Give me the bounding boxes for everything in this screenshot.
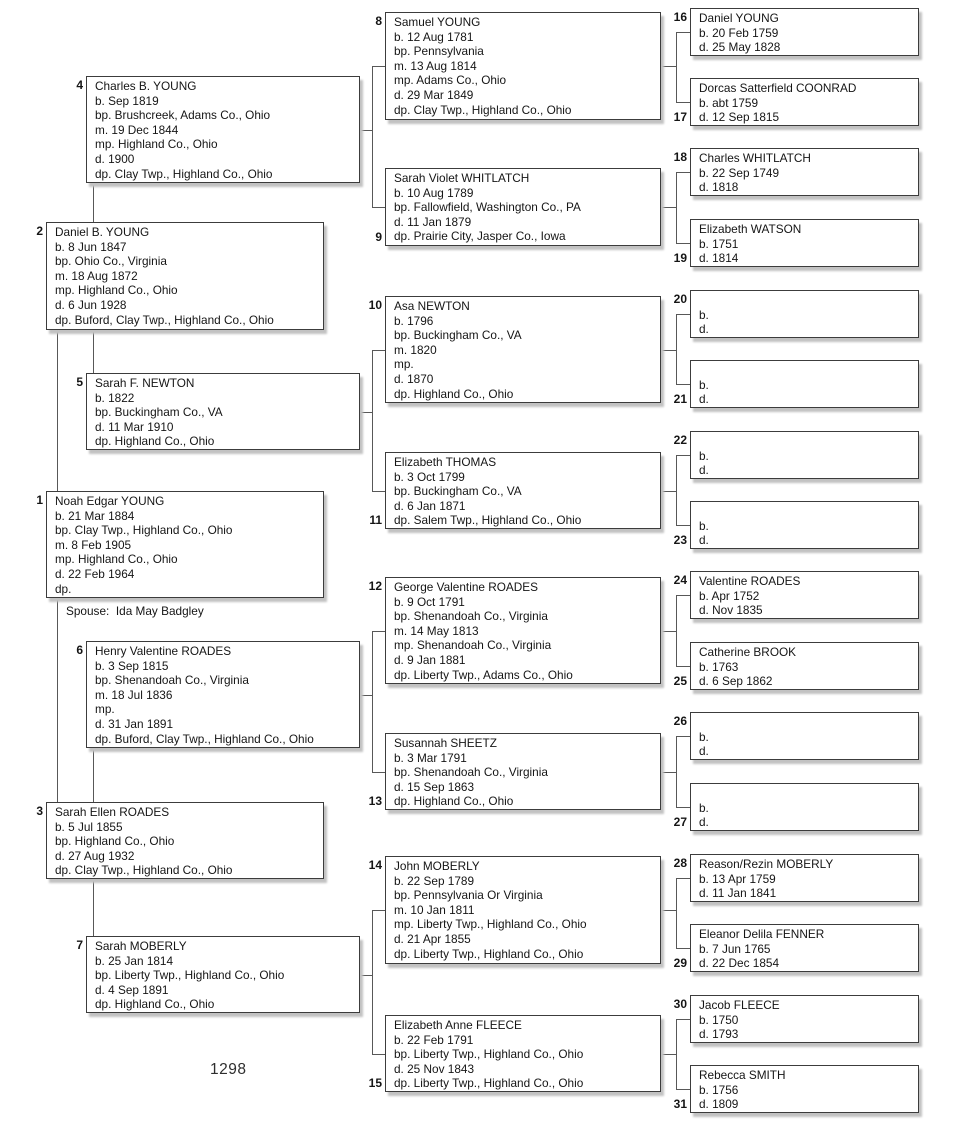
person-name <box>699 715 912 730</box>
bracket-stem <box>661 66 676 67</box>
person-detail-line: dp. Highland Co., Ohio <box>394 386 514 401</box>
person-name <box>699 363 912 378</box>
person-detail-line: b. 21 Mar 1884 <box>55 508 135 523</box>
person-detail-line: b. Sep 1819 <box>95 93 159 108</box>
bracket-vertical <box>676 878 677 948</box>
bracket-stub <box>372 1054 385 1055</box>
bracket-stub <box>676 807 690 808</box>
person-detail-line: d. 4 Sep 1891 <box>95 982 169 997</box>
person-detail-line: b. 5 Jul 1855 <box>55 819 123 834</box>
person-number: 16 <box>673 10 687 24</box>
bracket-stub <box>676 666 690 667</box>
person-name: Sarah F. NEWTON <box>95 376 195 390</box>
person-detail-line: dp. Prairie City, Jasper Co., Iowa <box>394 229 566 244</box>
bracket-stub <box>372 66 385 67</box>
person-detail-line: b. 3 Oct 1799 <box>394 469 465 484</box>
person-detail-line: b. 25 Jan 1814 <box>95 953 174 968</box>
person-number: 11 <box>369 513 382 527</box>
person-name: Sarah Violet WHITLATCH <box>394 171 530 185</box>
person-number: 22 <box>673 433 687 447</box>
person-number: 29 <box>673 956 687 970</box>
person-box-25 <box>690 642 919 690</box>
person-detail-line: m. 18 Jul 1836 <box>95 687 173 702</box>
person-number: 26 <box>673 714 687 728</box>
person-detail-line: d. <box>699 322 709 337</box>
bracket-vertical <box>676 172 677 243</box>
person-detail-line: b. 22 Sep 1789 <box>394 873 475 888</box>
person-detail-line: d. <box>699 815 709 830</box>
person-number: 25 <box>673 674 687 688</box>
parent-child-connector <box>57 330 58 491</box>
person-detail-line: b. <box>699 800 709 815</box>
person-detail-line: d. <box>699 463 709 478</box>
bracket-stub <box>372 207 385 208</box>
person-detail-line: d. 1809 <box>699 1097 739 1112</box>
bracket-stem <box>360 695 372 696</box>
bracket-stub <box>676 525 690 526</box>
person-detail-line: d. 6 Sep 1862 <box>699 674 773 689</box>
person-name: Catherine BROOK <box>699 645 797 659</box>
person-detail-line: bp. Shenandoah Co., Virginia <box>95 673 249 688</box>
person-detail-line: dp. Salem Twp., Highland Co., Ohio <box>394 513 582 528</box>
person-box-24 <box>690 571 919 619</box>
person-detail-line: mp. <box>95 702 115 717</box>
person-detail-line: d. 12 Sep 1815 <box>699 110 780 125</box>
person-number: 3 <box>36 804 43 818</box>
person-detail-line: b. 10 Aug 1789 <box>394 185 474 200</box>
person-number: 15 <box>368 1076 382 1090</box>
bracket-vertical <box>676 455 677 525</box>
person-detail-line: b. 7 Jun 1765 <box>699 941 771 956</box>
person-box-18 <box>690 148 919 196</box>
person-detail-line: d. 1818 <box>699 180 739 195</box>
person-name: Dorcas Satterfield COONRAD <box>699 81 857 95</box>
person-detail-line: d. <box>699 744 709 759</box>
person-detail-line: b. 22 Sep 1749 <box>699 165 780 180</box>
person-detail-line: m. 10 Jan 1811 <box>394 902 475 917</box>
person-detail-line: dp. Buford, Clay Twp., Highland Co., Ohio <box>95 731 314 746</box>
person-number: 7 <box>76 938 83 952</box>
person-detail-line: b. 1822 <box>95 390 135 405</box>
person-detail-line: dp. Liberty Twp., Highland Co., Ohio <box>394 1076 584 1091</box>
bracket-stem <box>360 130 372 131</box>
person-detail-line: bp. Clay Twp., Highland Co., Ohio <box>55 523 233 538</box>
bracket-stem <box>661 491 676 492</box>
person-name: Rebecca SMITH <box>699 1068 786 1082</box>
person-name: Elizabeth Anne FLEECE <box>394 1018 522 1032</box>
person-box-22 <box>690 431 919 479</box>
person-detail-line: dp. <box>55 581 72 596</box>
person-detail-line: dp. Highland Co., Ohio <box>394 794 514 809</box>
parent-child-connector <box>93 879 94 936</box>
person-name <box>699 786 912 801</box>
person-detail-line: bp. Buckingham Co., VA <box>95 405 223 420</box>
person-detail-line: bp. Brushcreek, Adams Co., Ohio <box>95 108 271 123</box>
person-detail-line: mp. Liberty Twp., Highland Co., Ohio <box>394 917 587 932</box>
person-box-13 <box>385 733 661 810</box>
person-number: 6 <box>76 643 83 657</box>
person-detail-line: d. 1814 <box>699 251 739 266</box>
person-detail-line: bp. Liberty Twp., Highland Co., Ohio <box>95 968 285 983</box>
bracket-vertical <box>676 595 677 666</box>
person-box-5 <box>86 373 360 450</box>
person-detail-line: bp. Buckingham Co., VA <box>394 328 522 343</box>
person-detail-line: b. 20 Feb 1759 <box>699 25 779 40</box>
person-box-17 <box>690 78 919 126</box>
person-detail-line: d. 25 May 1828 <box>699 40 781 55</box>
parent-child-connector <box>93 330 94 373</box>
person-name: Samuel YOUNG <box>394 15 481 29</box>
bracket-stub <box>676 172 690 173</box>
bracket-vertical <box>372 631 373 772</box>
person-detail-line: d. 6 Jan 1871 <box>394 498 466 513</box>
spouse-label: Spouse: <box>66 604 110 618</box>
person-detail-line: bp. Ohio Co., Virginia <box>55 254 167 269</box>
person-detail-line: d. 11 Mar 1910 <box>95 419 174 434</box>
bracket-stub <box>676 243 690 244</box>
person-detail-line: b. Apr 1752 <box>699 588 760 603</box>
person-detail-line: mp. Adams Co., Ohio <box>394 73 507 88</box>
bracket-stem <box>360 975 372 976</box>
person-box-21 <box>690 360 919 408</box>
person-name <box>699 434 912 449</box>
bracket-vertical <box>676 32 677 102</box>
bracket-stem <box>661 350 676 351</box>
bracket-stem <box>661 910 676 911</box>
person-detail-line: b. 1750 <box>699 1012 739 1027</box>
bracket-stub <box>676 102 690 103</box>
person-detail-line: d. 21 Apr 1855 <box>394 931 471 946</box>
person-number: 4 <box>76 78 83 92</box>
person-name: Reason/Rezin MOBERLY <box>699 857 834 871</box>
bracket-stem <box>661 1054 676 1055</box>
person-number: 5 <box>76 375 83 389</box>
person-detail-line: d. Nov 1835 <box>699 603 763 618</box>
person-detail-line: b. 8 Jun 1847 <box>55 239 127 254</box>
bracket-stub <box>676 878 690 879</box>
person-detail-line: b. <box>699 448 709 463</box>
person-detail-line: d. <box>699 533 709 548</box>
person-name: Daniel YOUNG <box>699 11 779 25</box>
person-detail-line: mp. Highland Co., Ohio <box>95 137 218 152</box>
person-box-4 <box>86 76 360 183</box>
person-name: Charles WHITLATCH <box>699 151 811 165</box>
bracket-stub <box>372 350 385 351</box>
bracket-stub <box>372 772 385 773</box>
person-detail-line: m. 13 Aug 1814 <box>394 58 477 73</box>
person-detail-line: b. 1751 <box>699 236 739 251</box>
bracket-vertical <box>676 1019 677 1089</box>
person-name: George Valentine ROADES <box>394 580 539 594</box>
person-detail-line: b. abt 1759 <box>699 95 759 110</box>
person-detail-line: dp. Highland Co., Ohio <box>95 997 215 1012</box>
person-box-15 <box>385 1015 661 1092</box>
person-detail-line: bp. Pennsylvania <box>394 44 484 59</box>
page-number: 1298 <box>210 1061 247 1078</box>
person-detail-line: mp. Highland Co., Ohio <box>55 552 178 567</box>
person-detail-line: bp. Shenandoah Co., Virginia <box>394 765 548 780</box>
person-detail-line: b. <box>699 729 709 744</box>
bracket-stub <box>676 1019 690 1020</box>
person-number: 1 <box>36 493 43 507</box>
person-box-28 <box>690 854 919 902</box>
person-box-26 <box>690 712 919 760</box>
person-detail-line: b. 12 Aug 1781 <box>394 29 474 44</box>
bracket-vertical <box>372 66 373 207</box>
person-box-30 <box>690 995 919 1043</box>
person-detail-line: bp. Fallowfield, Washington Co., PA <box>394 200 581 215</box>
bracket-stem <box>661 631 676 632</box>
person-number: 9 <box>375 230 382 244</box>
person-detail-line: dp. Clay Twp., Highland Co., Ohio <box>394 102 572 117</box>
person-detail-line: d. 31 Jan 1891 <box>95 716 174 731</box>
person-name: Charles B. YOUNG <box>95 79 197 93</box>
person-box-1 <box>46 491 324 598</box>
person-detail-line: dp. Clay Twp., Highland Co., Ohio <box>95 166 273 181</box>
person-detail-line: b. <box>699 307 709 322</box>
person-name: Daniel B. YOUNG <box>55 225 150 239</box>
person-name <box>699 293 912 308</box>
bracket-stub <box>676 314 690 315</box>
person-number: 14 <box>368 858 382 872</box>
person-box-29 <box>690 924 919 972</box>
person-number: 31 <box>673 1097 687 1111</box>
person-detail-line: m. 8 Feb 1905 <box>55 537 132 552</box>
person-number: 10 <box>368 298 382 312</box>
bracket-stub <box>676 1089 690 1090</box>
bracket-stub <box>676 32 690 33</box>
person-detail-line: d. 6 Jun 1928 <box>55 297 127 312</box>
person-number: 27 <box>673 815 687 829</box>
person-number: 2 <box>36 224 43 238</box>
person-detail-line: d. 27 Aug 1932 <box>55 848 135 863</box>
person-box-14 <box>385 856 661 964</box>
person-detail-line: bp. Pennsylvania Or Virginia <box>394 888 543 903</box>
person-detail-line: d. 9 Jan 1881 <box>394 652 466 667</box>
bracket-vertical <box>372 350 373 491</box>
person-detail-line: m. 18 Aug 1872 <box>55 268 138 283</box>
bracket-stub <box>676 595 690 596</box>
bracket-stem <box>360 412 372 413</box>
person-detail-line: d. 25 Nov 1843 <box>394 1061 475 1076</box>
person-name: Asa NEWTON <box>394 299 470 313</box>
person-detail-line: d. 1793 <box>699 1027 739 1042</box>
person-detail-line: m. 1820 <box>394 342 437 357</box>
bracket-stub <box>372 491 385 492</box>
person-detail-line: dp. Clay Twp., Highland Co., Ohio <box>55 863 233 878</box>
person-number: 21 <box>673 392 687 406</box>
spouse-name: Ida May Badgley <box>115 604 204 618</box>
person-box-8 <box>385 12 661 120</box>
person-box-19 <box>690 219 919 267</box>
person-box-9 <box>385 168 661 246</box>
person-number: 28 <box>673 856 687 870</box>
person-box-20 <box>690 290 919 338</box>
person-box-3 <box>46 802 324 879</box>
person-number: 8 <box>375 14 382 28</box>
person-detail-line: b. 9 Oct 1791 <box>394 594 465 609</box>
person-number: 17 <box>673 110 687 124</box>
person-name: John MOBERLY <box>394 859 480 873</box>
person-detail-line: b. 3 Sep 1815 <box>95 658 169 673</box>
spouse-note <box>66 604 204 619</box>
person-detail-line: bp. Liberty Twp., Highland Co., Ohio <box>394 1047 584 1062</box>
person-detail-line: dp. Liberty Twp., Highland Co., Ohio <box>394 946 584 961</box>
person-box-7 <box>86 936 360 1013</box>
bracket-stem <box>661 207 676 208</box>
person-detail-line: d. <box>699 392 709 407</box>
person-name: Noah Edgar YOUNG <box>55 494 165 508</box>
person-number: 19 <box>673 251 687 265</box>
person-box-23 <box>690 501 919 549</box>
person-name: Sarah MOBERLY <box>95 939 187 953</box>
bracket-stub <box>372 910 385 911</box>
person-name: Susannah SHEETZ <box>394 736 497 750</box>
person-detail-line: d. 11 Jan 1879 <box>394 214 472 229</box>
person-detail-line: bp. Buckingham Co., VA <box>394 484 522 499</box>
person-number: 30 <box>673 997 687 1011</box>
parent-child-connector <box>57 598 58 802</box>
person-detail-line: b. 13 Apr 1759 <box>699 871 776 886</box>
person-detail-line: b. 22 Feb 1791 <box>394 1032 474 1047</box>
person-detail-line: b. 1763 <box>699 659 739 674</box>
bracket-stub <box>372 631 385 632</box>
person-detail-line: d. 15 Sep 1863 <box>394 779 475 794</box>
person-name: Elizabeth THOMAS <box>394 455 497 469</box>
person-detail-line: b. 1796 <box>394 313 434 328</box>
person-number: 23 <box>673 533 687 547</box>
bracket-stub <box>676 455 690 456</box>
person-detail-line: mp. Shenandoah Co., Virginia <box>394 638 552 653</box>
person-detail-line: b. <box>699 518 709 533</box>
person-box-16 <box>690 8 919 56</box>
person-name: Henry Valentine ROADES <box>95 644 232 658</box>
person-name <box>699 504 912 519</box>
person-number: 24 <box>673 573 687 587</box>
bracket-stem <box>661 772 676 773</box>
person-detail-line: b. 3 Mar 1791 <box>394 750 467 765</box>
person-name: Jacob FLEECE <box>699 998 780 1012</box>
bracket-vertical <box>676 736 677 807</box>
person-detail-line: d. 1870 <box>394 371 434 386</box>
person-detail-line: d. 29 Mar 1849 <box>394 87 474 102</box>
parent-child-connector <box>93 748 94 802</box>
person-box-11 <box>385 452 661 529</box>
bracket-vertical <box>676 314 677 384</box>
person-box-27 <box>690 783 919 831</box>
bracket-vertical <box>372 910 373 1054</box>
person-detail-line: mp. Highland Co., Ohio <box>55 283 178 298</box>
person-number: 12 <box>368 579 382 593</box>
person-name: Elizabeth WATSON <box>699 222 802 236</box>
person-detail-line: d. 1900 <box>95 151 135 166</box>
person-box-12 <box>385 577 661 684</box>
person-box-2 <box>46 222 324 330</box>
person-name: Valentine ROADES <box>699 574 801 588</box>
person-detail-line: d. 11 Jan 1841 <box>699 886 777 901</box>
person-number: 20 <box>673 292 687 306</box>
bracket-stub <box>676 948 690 949</box>
person-detail-line: b. 1756 <box>699 1082 739 1097</box>
person-number: 13 <box>368 794 382 808</box>
person-box-31 <box>690 1065 919 1113</box>
person-detail-line: mp. <box>394 357 414 372</box>
bracket-stub <box>676 384 690 385</box>
person-detail-line: d. 22 Dec 1854 <box>699 956 780 971</box>
person-detail-line: b. <box>699 377 709 392</box>
person-number: 18 <box>673 150 687 164</box>
bracket-stub <box>676 736 690 737</box>
person-detail-line: m. 19 Dec 1844 <box>95 122 179 137</box>
parent-child-connector <box>93 183 94 222</box>
person-detail-line: bp. Shenandoah Co., Virginia <box>394 609 548 624</box>
person-detail-line: m. 14 May 1813 <box>394 623 479 638</box>
person-detail-line: dp. Buford, Clay Twp., Highland Co., Ohio <box>55 312 274 327</box>
person-box-10 <box>385 296 661 403</box>
person-box-6 <box>86 641 360 748</box>
person-detail-line: dp. Highland Co., Ohio <box>95 434 215 449</box>
person-name: Sarah Ellen ROADES <box>55 805 170 819</box>
person-name: Eleanor Delila FENNER <box>699 927 825 941</box>
person-detail-line: bp. Highland Co., Ohio <box>55 834 175 849</box>
person-detail-line: d. 22 Feb 1964 <box>55 566 135 581</box>
person-detail-line: dp. Liberty Twp., Adams Co., Ohio <box>394 667 573 682</box>
